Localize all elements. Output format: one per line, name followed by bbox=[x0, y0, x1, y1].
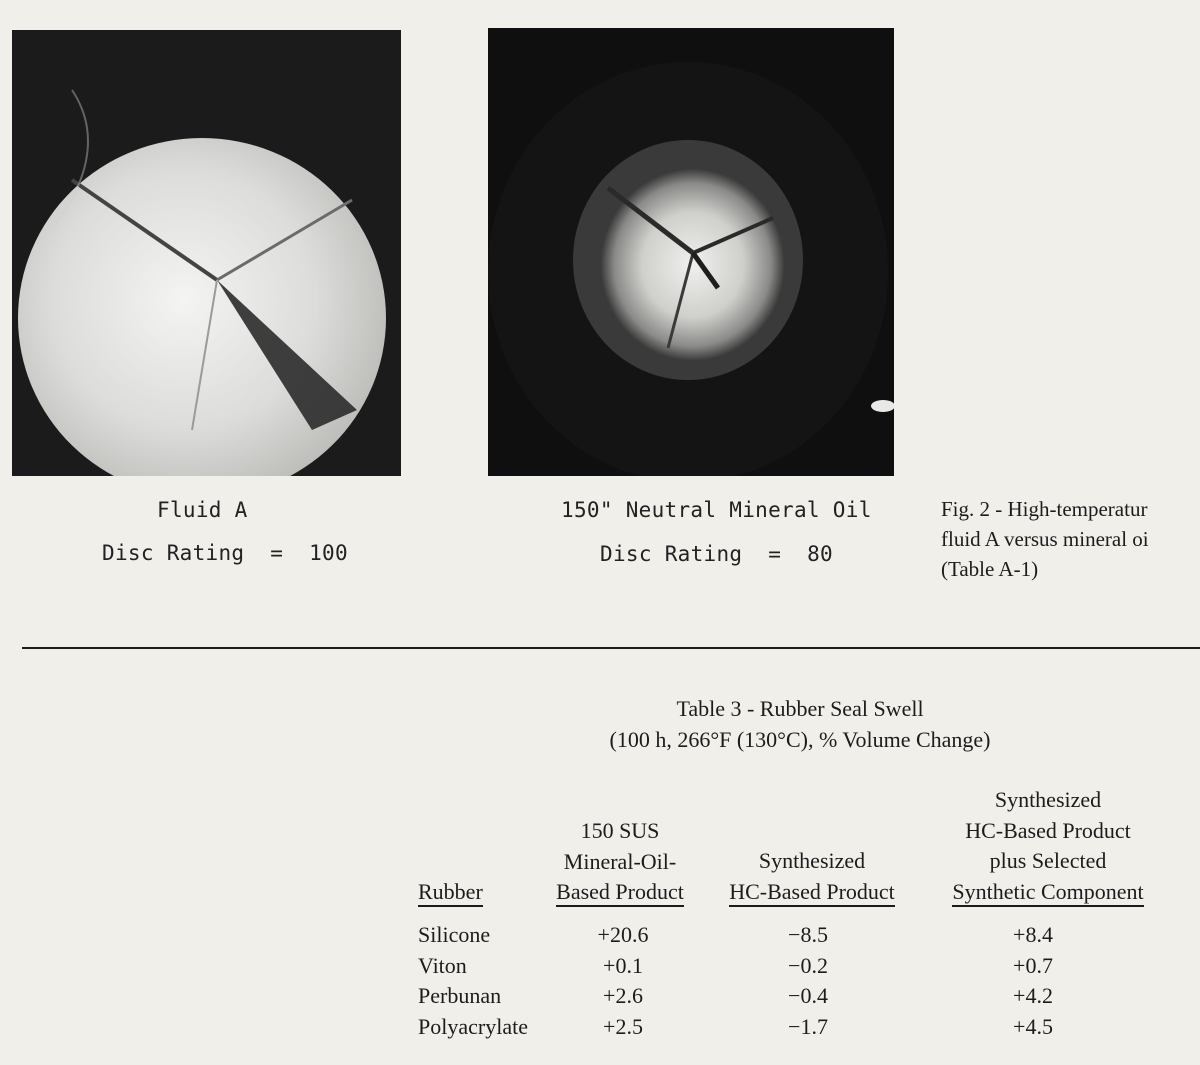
synthesized-plus-value: +8.4 bbox=[1013, 922, 1053, 947]
synthesized-plus-value: +0.7 bbox=[1013, 952, 1053, 978]
mineral-oil-value: +20.6 bbox=[597, 922, 649, 947]
synthesized-plus-value: +4.2 bbox=[1013, 983, 1053, 1008]
rubber-name: Polyacrylate bbox=[418, 1013, 528, 1039]
fluid-a-disc-photo bbox=[12, 30, 401, 476]
table-row bbox=[418, 920, 1158, 951]
column-header-mineral-oil bbox=[541, 816, 699, 908]
synthesized-value: −8.5 bbox=[788, 922, 828, 947]
column-header-line: 150 SUS bbox=[580, 818, 660, 843]
mineral-oil-disc-rating: Disc Rating = 80 bbox=[600, 542, 833, 566]
synthesized-plus-value: +4.5 bbox=[1013, 1013, 1053, 1039]
table-row bbox=[418, 951, 1158, 982]
column-header-line: Based Product bbox=[556, 879, 684, 907]
mineral-oil-value: +0.1 bbox=[603, 952, 643, 978]
figure-caption-line: Fig. 2 - High-temperatur bbox=[941, 497, 1148, 521]
column-header-line: Mineral-Oil- bbox=[563, 848, 677, 874]
fluid-a-disc-rating: Disc Rating = 100 bbox=[102, 541, 348, 565]
column-header-line: Synthesized bbox=[994, 787, 1102, 812]
figure-caption-line: fluid A versus mineral oi bbox=[941, 527, 1149, 551]
section-divider bbox=[22, 647, 1200, 649]
fluid-a-label: Fluid A bbox=[157, 498, 248, 522]
synthesized-value: −1.7 bbox=[788, 1013, 828, 1039]
figure-caption-line: (Table A-1) bbox=[941, 557, 1039, 581]
table-row bbox=[418, 981, 1158, 1012]
seal-swell-table bbox=[418, 920, 1158, 1042]
column-header-label: Rubber bbox=[418, 879, 483, 907]
column-header-synthesized-plus bbox=[928, 785, 1168, 907]
figure-caption bbox=[941, 494, 1149, 584]
column-header-line: Synthetic Component bbox=[952, 879, 1143, 907]
synthesized-value: −0.2 bbox=[788, 952, 828, 978]
mineral-oil-label: 150" Neutral Mineral Oil bbox=[561, 498, 872, 522]
column-header-synthesized bbox=[713, 846, 911, 907]
rubber-name: Viton bbox=[418, 952, 467, 978]
table-subtitle: (100 h, 266°F (130°C), % Volume Change) bbox=[609, 727, 991, 752]
table-row bbox=[418, 1012, 1158, 1043]
table-title: Table 3 - Rubber Seal Swell bbox=[676, 696, 924, 721]
mineral-oil-disc-photo bbox=[488, 28, 894, 476]
mineral-oil-value: +2.5 bbox=[603, 1013, 643, 1039]
rubber-name: Perbunan bbox=[418, 983, 502, 1008]
column-header-line: plus Selected bbox=[989, 848, 1107, 873]
column-header-rubber bbox=[418, 877, 483, 908]
mineral-oil-value: +2.6 bbox=[603, 983, 643, 1008]
synthesized-value: −0.4 bbox=[788, 983, 828, 1008]
column-header-line: HC-Based Product bbox=[729, 879, 895, 907]
rubber-name: Silicone bbox=[418, 922, 491, 947]
column-header-line: Synthesized bbox=[758, 848, 866, 873]
column-header-line: HC-Based Product bbox=[965, 817, 1131, 843]
